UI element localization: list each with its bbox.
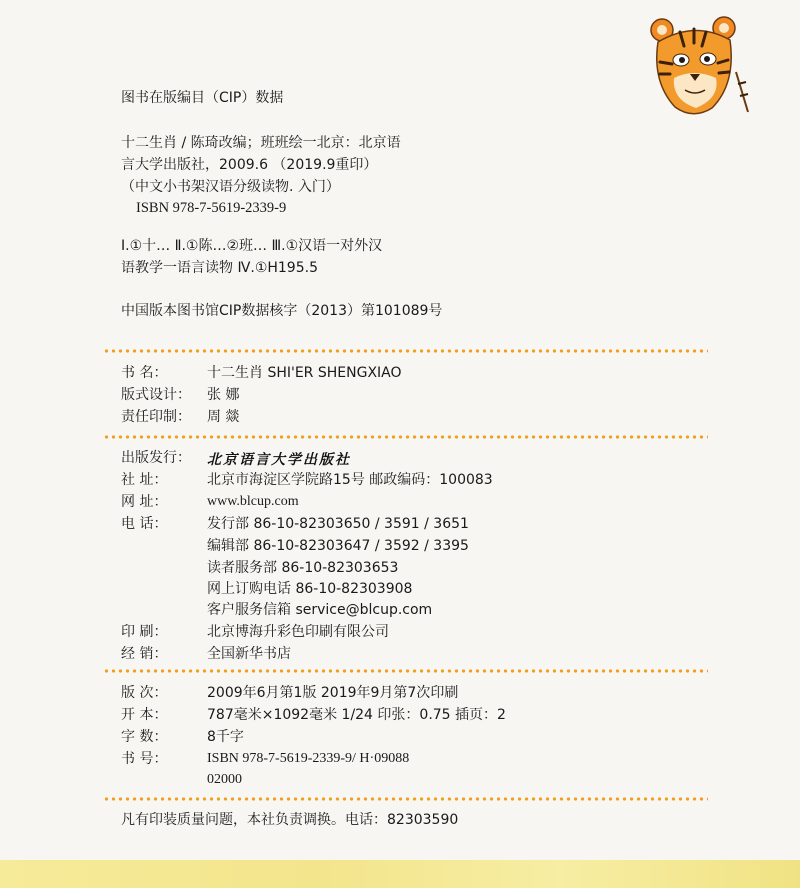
- dotted-divider: [103, 669, 708, 673]
- book-number-label: 书 号：: [121, 751, 168, 767]
- layout-design-label: 版式设计：: [121, 387, 191, 403]
- title-value: 十二生肖 SHI'ER SHENGXIAO: [207, 365, 402, 381]
- publisher-logo: 北京语言大学出版社: [207, 452, 351, 468]
- phone-label: 电 话：: [121, 516, 168, 532]
- cip-line-3: （中文小书架汉语分级读物. 入门）: [121, 179, 340, 195]
- cip-line-1: 十二生肖 / 陈琦改编；班班绘一北京：北京语: [121, 135, 401, 151]
- website-value: www.blcup.com: [207, 494, 299, 509]
- distributor-value: 全国新华书店: [207, 646, 291, 662]
- yellow-band: [0, 860, 800, 888]
- price-code: 02000: [207, 772, 242, 787]
- phone-line: 编辑部 86-10-82303647 / 3592 / 3395: [207, 538, 469, 554]
- address-value: 北京市海淀区学院路15号 邮政编码：100083: [207, 472, 493, 488]
- format-value: 787毫米×1092毫米 1/24 印张：0.75 插页：2: [207, 707, 506, 723]
- book-number-value: ISBN 978-7-5619-2339-9/ H·09088: [207, 751, 410, 766]
- printer-label: 印 刷：: [121, 624, 168, 640]
- tiger-illustration-icon: [640, 12, 750, 124]
- website-label: 网 址：: [121, 494, 168, 510]
- dotted-divider: [103, 797, 708, 801]
- word-count-label: 字 数：: [121, 729, 168, 745]
- dotted-divider: [103, 349, 708, 353]
- dotted-divider: [103, 435, 708, 439]
- format-label: 开 本：: [121, 707, 168, 723]
- cip-class-line-1: Ⅰ.①十… Ⅱ.①陈…②班… Ⅲ.①汉语一对外汉: [121, 238, 383, 254]
- address-label: 社 址：: [121, 472, 168, 488]
- cip-line-2: 言大学出版社，2009.6 （2019.9重印）: [121, 157, 378, 173]
- cip-approval: 中国版本图书馆CIP数据核字（2013）第101089号: [121, 303, 443, 319]
- phone-line: 发行部 86-10-82303650 / 3591 / 3651: [207, 516, 469, 532]
- distributor-label: 经 销：: [121, 646, 168, 662]
- cip-heading: 图书在版编目（CIP）数据: [121, 90, 284, 106]
- edition-value: 2009年6月第1版 2019年9月第7次印刷: [207, 685, 459, 701]
- phone-line: 读者服务部 86-10-82303653: [207, 560, 399, 576]
- phone-line: 客户服务信箱 service@blcup.com: [207, 602, 433, 618]
- edition-label: 版 次：: [121, 685, 168, 701]
- publisher-label: 出版发行：: [121, 450, 191, 466]
- print-manager-value: 周 燚: [207, 409, 240, 425]
- layout-design-value: 张 娜: [207, 387, 240, 403]
- printer-value: 北京博海升彩色印刷有限公司: [207, 624, 389, 640]
- title-label: 书 名：: [121, 365, 168, 381]
- footer-notice: 凡有印装质量问题，本社负责调换。电话：82303590: [121, 812, 459, 828]
- word-count-value: 8千字: [207, 729, 244, 745]
- print-manager-label: 责任印制：: [121, 409, 191, 425]
- phone-line: 网上订购电话 86-10-82303908: [207, 581, 413, 597]
- cip-class-line-2: 语教学一语言读物 Ⅳ.①H195.5: [121, 260, 318, 276]
- cip-isbn: ISBN 978-7-5619-2339-9: [136, 200, 287, 216]
